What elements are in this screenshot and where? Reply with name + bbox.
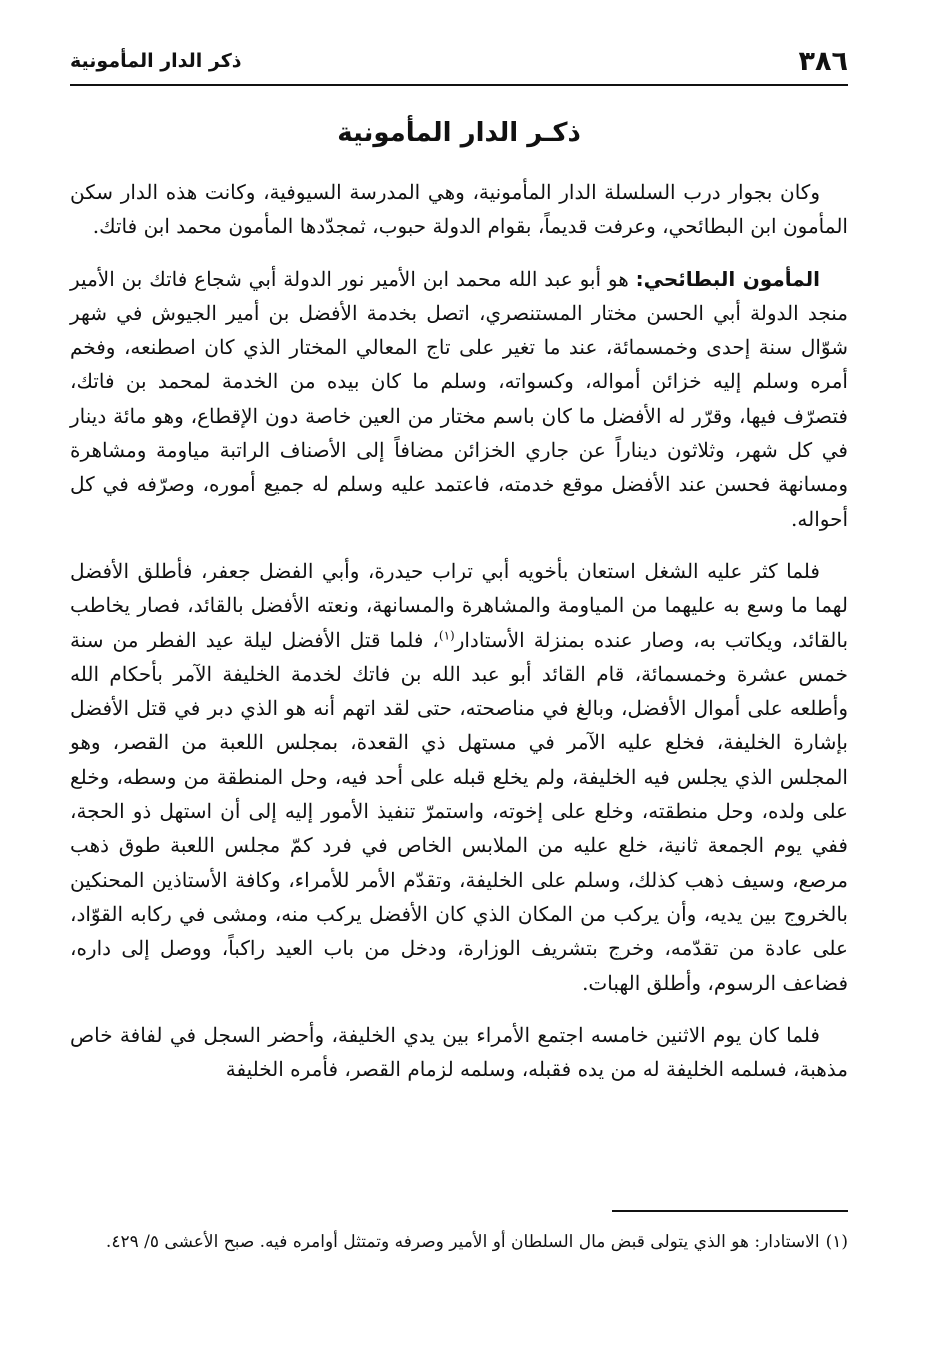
- lead-term: المأمون البطائحي:: [635, 266, 821, 291]
- footnote-number: (١): [825, 1232, 848, 1252]
- chapter-title: ذكـر الدار المأمونية: [337, 118, 581, 148]
- paragraph-3-text-before: فلما كثر عليه الشغل استعان بأخويه أبي تراب حيدرة، وأبي الفضل جعفر، فأطلق الأفضل لهما ما وسع به عليهما من المياومة والمشاهرة والمسانهة، ونعته الأفضل بالقائد، فصار يخاطب بالقائد، ويكاتب به، وصار عنده بمنزلة الأستادار: [70, 558, 849, 652]
- page-number: ٣٨٦: [798, 45, 848, 77]
- paragraph-2: [70, 262, 848, 536]
- running-title: ذكر الدار المأمونية: [70, 50, 242, 72]
- paragraph-4: فلما كان يوم الاثنين خامسه اجتمع الأمراء بين يدي الخليفة، وأحضر السجل في لفافة خاص مذهبة، فسلمه الخليفة له من يده فقبله، وسلمه لزمام القصر، فأمره الخليفة: [70, 1022, 848, 1082]
- running-header: [70, 38, 848, 86]
- footnote-text: الاستادار: هو الذي يتولى قبض مال السلطان أو الأمير وصرفه وتمتثل أوامره فيه. صبح الأعشى ٥/ ٤٢٩.: [105, 1232, 820, 1252]
- paragraph-2-text: هو أبو عبد الله محمد ابن الأمير نور الدولة أبي شجاع فاتك بن الأمير منجد الدولة أبي الحسن مختار المستنصري، اتصل بخدمة الأفضل بن أمير الجيوش في شهر شوّال سنة إحدى وخمسمائة، عند ما تغير على تاج المعالي المختار الذي كان اصطنعه، وفخم أمره وسلم إليه خزائن أمواله، وكسواته، وسلم ما كان بيده من الخدمة لمحمد بن فاتك، فتصرّف فيها، وقرّر له الأفضل ما كان باسم مختار من العين خاصة دون الإقطاع، وهو مائة دينار في كل شهر، وثلاثون ديناراً عن جاري الخزائن مضافاً إلى الأصناف الراتبة مياومة ومشاهرة ومسانهة فحسن عند الأفضل موقع خدمته، فاعتمد عليه وسلم له جميع أموره، وصرّفه في كل أحواله.: [70, 266, 848, 531]
- paragraph-3-text-after: ، فلما قتل الأفضل ليلة عيد الفطر من سنة خمس عشرة وخمسمائة، قام القائد أبو عبد الله بن فاتك لخدمة الخليفة الآمر بأحكام الله وأطلعه على أموال الأفضل، وبالغ في مناصحته، حتى لقد اتهم أنه هو الذي دبر في قتل الأفضل بإشارة الخليفة، فخلع عليه الآمر في مستهل ذي القعدة، بمجلس اللعبة من القصر، وهو المجلس الذي يجلس فيه الخليفة، ولم يخلع قبله على أحد فيه، وحل المنطقة من وسطه، وخلع على ولده، وحل منطقته، وخلع على إخوته، واستمرّ تنفيذ الأمور إليه إلى أن استهل ذو الحجة، ففي يوم الجمعة ثانية، خلع عليه من الملابس الخاص في فرد كمّ مجلس اللعبة طوق ذهب مرصع، وسيف ذهب كذلك، وسلم على الخليفة، وتقدّم الأمر للأمراء، وكافة الأستاذين المحنكين بالخروج بين يديه، وأن يركب من المكان الذي كان الأفضل يركب منه، ومشى في ركابه القوّاد، على عادة من تقدّمه، وخرج بتشريف الوزارة، ودخل من باب العيد راكباً، ووصل إلى داره، فضاعف الرسوم، وأطلق الهبات.: [70, 627, 848, 995]
- footnote-divider: [612, 1210, 848, 1212]
- paragraph-1: وكان بجوار درب السلسلة الدار المأمونية، وهي المدرسة السيوفية، وكانت هذه الدار سكن المأمون ابن البطائحي، وعرفت قديماً، بقوام الدولة حبوب، ثمجدّدها المأمون محمد ابن فاتك.: [70, 180, 848, 239]
- body-text: [70, 175, 848, 1104]
- footnote-1: [70, 1226, 848, 1258]
- paragraph-3: [70, 554, 848, 1000]
- footnotes: [70, 1226, 848, 1258]
- footnote-reference: (١): [438, 627, 455, 642]
